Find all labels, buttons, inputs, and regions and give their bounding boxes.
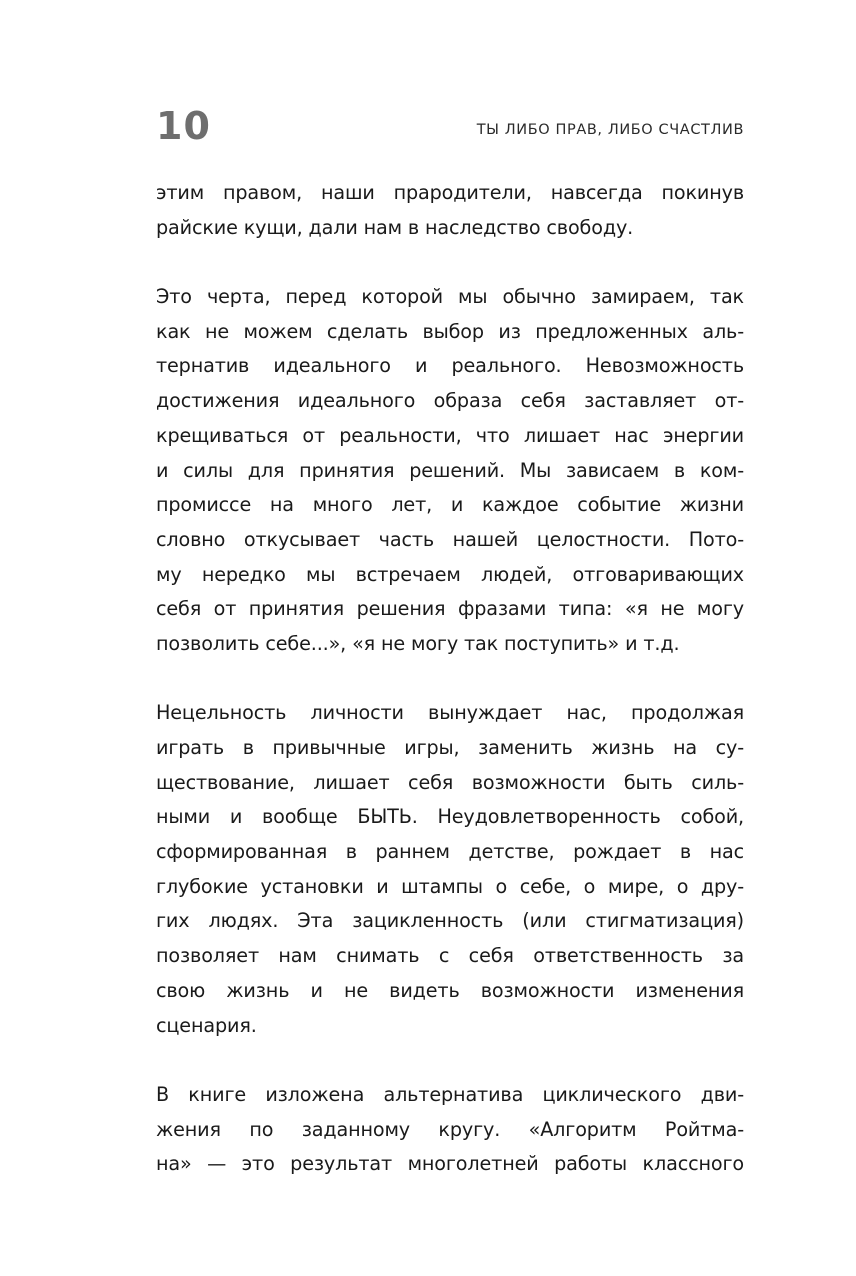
text-line: тернатив идеального и реального. Невозможность <box>156 354 744 378</box>
text-line: как не можем сделать выбор из предложенных аль- <box>156 319 744 343</box>
text-line: жения по заданному кругу. «Алгоритм Ройтма- <box>156 1117 744 1141</box>
paragraph <box>156 696 744 1043</box>
text-line: Нецельность личности вынуждает нас, продолжая <box>156 701 744 725</box>
text-line: и силы для принятия решений. Мы зависаем в ком- <box>156 458 744 482</box>
paragraph-spacing <box>156 245 744 280</box>
text-line: му нередко мы встречаем людей, отговаривающих <box>156 562 744 586</box>
paragraph-spacing <box>156 662 744 697</box>
text-line: крещиваться от реальности, что лишает нас энергии <box>156 423 744 447</box>
text-line: себя от принятия решения фразами типа: «я не могу <box>156 597 744 621</box>
text-line: позволяет нам снимать с себя ответственность за <box>156 944 744 968</box>
text-line: позволить себе...», «я не могу так поступить» и т.д. <box>156 631 680 655</box>
running-title: ТЫ ЛИБО ПРАВ, ЛИБО СЧАСТЛИВ <box>476 122 744 138</box>
page-header <box>156 100 744 156</box>
text-line: Это черта, перед которой мы обычно замираем, так <box>156 285 744 309</box>
body-text <box>156 176 744 1182</box>
text-line: достижения идеального образа себя заставляет от- <box>156 389 744 413</box>
text-line: свою жизнь и не видеть возможности изменения <box>156 978 744 1002</box>
text-line: райские кущи, дали нам в наследство свободу. <box>156 215 634 239</box>
text-line: глубокие установки и штампы о себе, о мире, о дру- <box>156 874 744 898</box>
text-line: гих людях. Эта зацикленность (или стигматизация) <box>156 909 744 933</box>
text-line: сформированная в раннем детстве, рождает в нас <box>156 840 744 864</box>
text-line: В книге изложена альтернатива циклического дви- <box>156 1082 744 1106</box>
text-line: словно откусывает часть нашей целостности. Пото- <box>156 527 744 551</box>
text-line: этим правом, наши прародители, навсегда покинув <box>156 181 744 204</box>
paragraph <box>156 280 744 662</box>
text-line: на» — это результат многолетней работы классного <box>156 1152 744 1176</box>
paragraph-spacing <box>156 1043 744 1078</box>
page-number: 10 <box>156 104 211 148</box>
paragraph <box>156 1078 744 1182</box>
paragraph <box>156 176 744 245</box>
text-line: промиссе на много лет, и каждое событие жизни <box>156 493 744 517</box>
text-line: ными и вообще БЫТЬ. Неудовлетворенность собой, <box>156 805 744 829</box>
text-line: ществование, лишает себя возможности быть силь- <box>156 770 744 794</box>
text-line: сценария. <box>156 1013 257 1037</box>
text-line: играть в привычные игры, заменить жизнь на су- <box>156 736 744 759</box>
